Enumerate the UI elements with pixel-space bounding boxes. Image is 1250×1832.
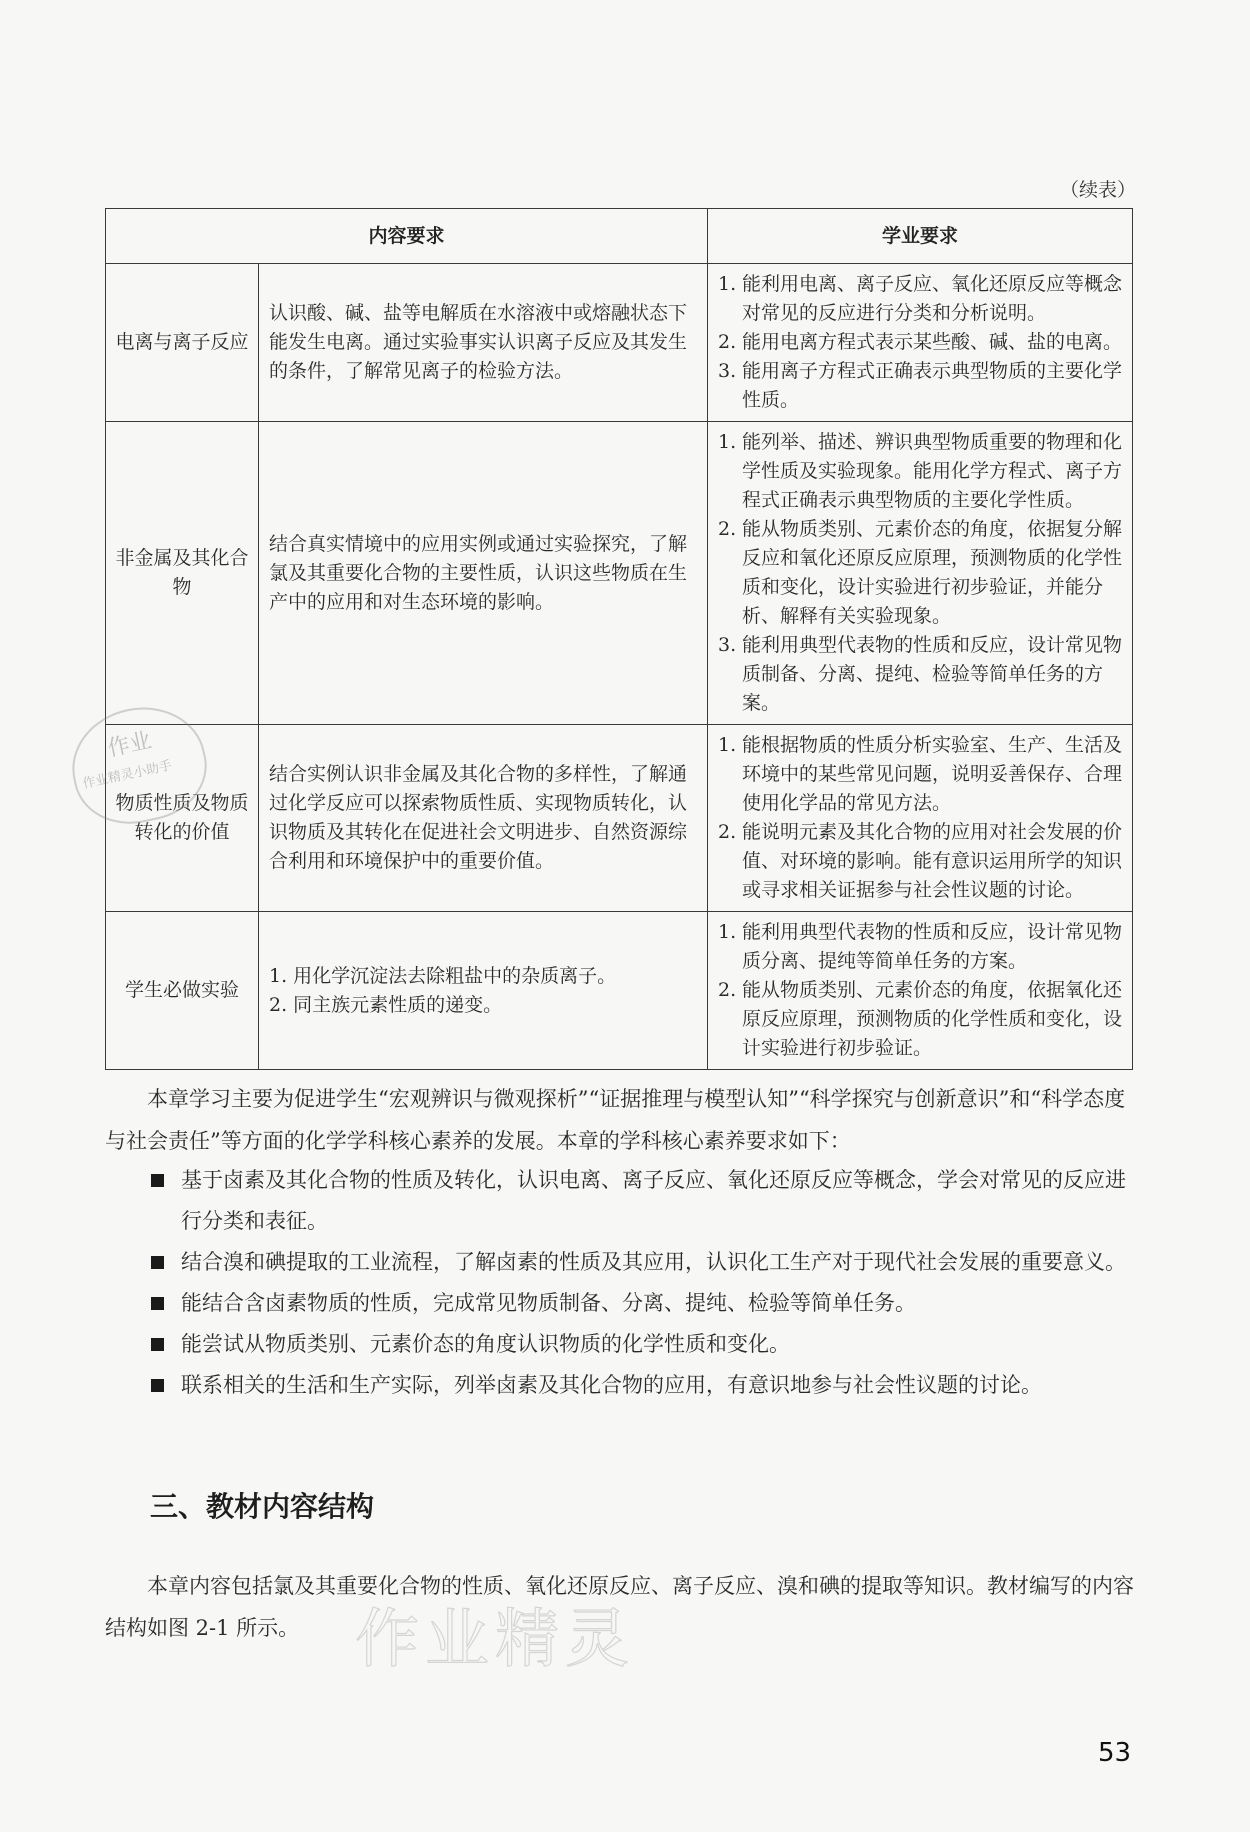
- list-item: 结合溴和碘提取的工业流程，了解卤素的性质及其应用，认识化工生产对于现代社会发展的重要意义。: [105, 1242, 1135, 1283]
- row-requirements: [708, 912, 1133, 1070]
- table-row: [106, 912, 1133, 1070]
- row-topic: 电离与离子反应: [106, 264, 259, 422]
- list-item: 1. 能利用电离、离子反应、氧化还原反应等概念对常见的反应进行分类和分析说明。: [718, 273, 1123, 324]
- square-bullet-icon: [151, 1379, 164, 1392]
- row-content: 认识酸、碱、盐等电解质在水溶液中或熔融状态下能发生电离。通过实验事实认识离子反应及其发生的条件，了解常见离子的检验方法。: [259, 264, 708, 422]
- square-bullet-icon: [151, 1338, 164, 1351]
- list-item: 基于卤素及其化合物的性质及转化，认识电离、离子反应、氧化还原反应等概念，学会对常见的反应进行分类和表征。: [105, 1160, 1135, 1242]
- table-header-row: [106, 209, 1133, 264]
- experiment-item: 2. 同主族元素性质的递变。: [269, 993, 503, 1016]
- list-item: 能结合含卤素物质的性质，完成常见物质制备、分离、提纯、检验等简单任务。: [105, 1283, 1135, 1324]
- intro-paragraph: 本章学习主要为促进学生“宏观辨识与微观探析”“证据推理与模型认知”“科学探究与创新意识”和“科学态度与社会责任”等方面的化学学科核心素养的发展。本章的学科核心素养要求如下：: [105, 1087, 1126, 1153]
- experiment-item: 1. 用化学沉淀法去除粗盐中的杂质离子。: [269, 964, 617, 987]
- row-content: 结合实例认识非金属及其化合物的多样性，了解通过化学反应可以探索物质性质、实现物质转化，认识物质及其转化在促进社会文明进步、自然资源综合利用和环境保护中的重要价值。: [259, 725, 708, 912]
- square-bullet-icon: [151, 1297, 164, 1310]
- continued-table-label: （续表）: [1060, 179, 1137, 201]
- list-item: 2. 能说明元素及其化合物的应用对社会发展的价值、对环境的影响。能有意识运用所学的知识或寻求相关证据参与社会性议题的讨论。: [718, 821, 1123, 901]
- list-item: 1. 能列举、描述、辨识典型物质重要的物理和化学性质及实验现象。能用化学方程式、离子方程式正确表示典型物质的主要化学性质。: [718, 431, 1123, 511]
- row-experiments: [259, 912, 708, 1070]
- page-number: 53: [1098, 1738, 1132, 1768]
- list-item: 2. 能从物质类别、元素价态的角度，依据氧化还原反应原理，预测物质的化学性质和变化，设计实验进行初步验证。: [718, 979, 1123, 1059]
- content-requirements-header: 内容要求: [106, 209, 708, 264]
- section-heading: 三、教材内容结构: [150, 1490, 375, 1523]
- list-item: 2. 能从物质类别、元素价态的角度，依据复分解反应和氧化还原反应原理，预测物质的化学性质和变化，设计实验进行初步验证，并能分析、解释有关实验现象。: [718, 518, 1123, 627]
- list-item: 3. 能利用典型代表物的性质和反应，设计常见物质制备、分离、提纯、检验等简单任务的方案。: [718, 634, 1123, 714]
- list-item: 3. 能用离子方程式正确表示典型物质的主要化学性质。: [718, 360, 1123, 411]
- row-requirements: [708, 264, 1133, 422]
- list-item: 1. 能利用典型代表物的性质和反应，设计常见物质分离、提纯等简单任务的方案。: [718, 921, 1123, 972]
- list-item: 1. 能根据物质的性质分析实验室、生产、生活及环境中的某些常见问题，说明妥善保存、合理使用化学品的常见方法。: [718, 734, 1123, 814]
- row-content: 结合真实情境中的应用实例或通过实验探究，了解氯及其重要化合物的主要性质，认识这些物质在生产中的应用和对生态环境的影响。: [259, 422, 708, 725]
- square-bullet-icon: [151, 1174, 164, 1187]
- row-requirements: [708, 725, 1133, 912]
- stamp-subtitle: 作业精灵小助手: [81, 758, 174, 792]
- watermark: 作业精灵: [355, 1603, 635, 1677]
- table-row: [106, 422, 1133, 725]
- row-topic: 非金属及其化合物: [106, 422, 259, 725]
- row-requirements: [708, 422, 1133, 725]
- academic-requirements-header: 学业要求: [708, 209, 1133, 264]
- row-topic: 物质性质及物质转化的价值: [106, 725, 259, 912]
- list-item: 2. 能用电离方程式表示某些酸、碱、盐的电离。: [718, 331, 1123, 353]
- core-literacy-list: [105, 1160, 1135, 1406]
- table-row: [106, 264, 1133, 422]
- row-topic: 学生必做实验: [106, 912, 259, 1070]
- structure-paragraph: 本章内容包括氯及其重要化合物的性质、氧化还原反应、离子反应、溴和碘的提取等知识。教材编写的内容结构如图 2-1 所示。: [105, 1574, 1134, 1640]
- table-row: [106, 725, 1133, 912]
- square-bullet-icon: [151, 1256, 164, 1269]
- list-item: 联系相关的生活和生产实际，列举卤素及其化合物的应用，有意识地参与社会性议题的讨论。: [105, 1365, 1135, 1406]
- stamp-title: 作业: [105, 728, 154, 762]
- list-item: 能尝试从物质类别、元素价态的角度认识物质的化学性质和变化。: [105, 1324, 1135, 1365]
- requirements-table: [105, 208, 1133, 1070]
